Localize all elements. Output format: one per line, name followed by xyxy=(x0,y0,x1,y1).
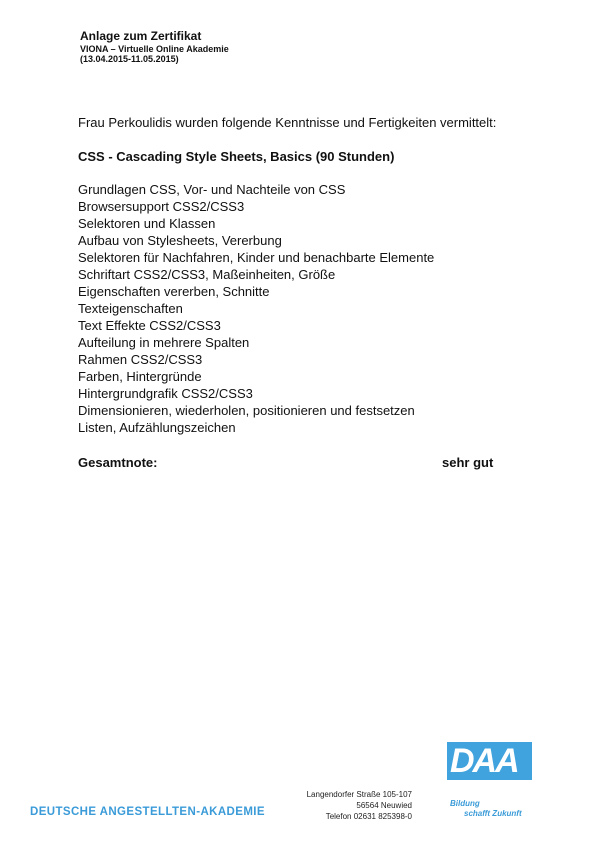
topic-item: Aufbau von Stylesheets, Vererbung xyxy=(78,233,282,248)
topic-item: Selektoren für Nachfahren, Kinder und benachbarte Elemente xyxy=(78,250,435,265)
topic-list xyxy=(78,181,434,436)
topic-item: Selektoren und Klassen xyxy=(78,216,216,231)
slogan-line-2: schafft Zukunft xyxy=(464,809,522,818)
document-title: Anlage zum Zertifikat xyxy=(80,29,202,43)
slogan-line-1: Bildung xyxy=(450,799,480,808)
topic-item: Grundlagen CSS, Vor- und Nachteile von CSS xyxy=(78,182,346,197)
topic-item: Hintergrundgrafik CSS2/CSS3 xyxy=(78,386,253,401)
topic-item: Dimensionieren, wiederholen, positionieren und festsetzen xyxy=(78,403,415,418)
topic-item: Rahmen CSS2/CSS3 xyxy=(78,352,203,367)
address-phone: Telefon 02631 825398-0 xyxy=(325,812,412,821)
grade-value: sehr gut xyxy=(442,455,494,470)
topic-item: Browsersupport CSS2/CSS3 xyxy=(78,199,245,214)
address-block xyxy=(307,789,412,822)
address-city: 56564 Neuwied xyxy=(356,801,412,810)
topic-item: Schriftart CSS2/CSS3, Maßeinheiten, Größe xyxy=(78,267,336,282)
topic-item: Texteigenschaften xyxy=(78,301,183,316)
logo-text: DAA xyxy=(450,742,518,780)
topic-item: Text Effekte CSS2/CSS3 xyxy=(78,318,221,333)
academy-name: VIONA – Virtuelle Online Akademie xyxy=(80,43,229,54)
course-title: CSS - Cascading Style Sheets, Basics (90 Stunden) xyxy=(78,149,395,164)
course-period: (13.04.2015-11.05.2015) xyxy=(80,54,179,65)
topic-item: Farben, Hintergründe xyxy=(78,369,202,384)
address-street: Langendorfer Straße 105-107 xyxy=(306,790,412,799)
organization-name: DEUTSCHE ANGESTELLTEN-AKADEMIE xyxy=(30,806,265,818)
topic-item: Listen, Aufzählungszeichen xyxy=(78,420,236,435)
intro-text: Frau Perkoulidis wurden folgende Kenntnisse und Fertigkeiten vermittelt: xyxy=(78,115,497,130)
grade-label: Gesamtnote: xyxy=(78,455,158,470)
topic-item: Eigenschaften vererben, Schnitte xyxy=(78,284,270,299)
document-header xyxy=(80,30,229,64)
topic-item: Aufteilung in mehrere Spalten xyxy=(78,335,250,350)
